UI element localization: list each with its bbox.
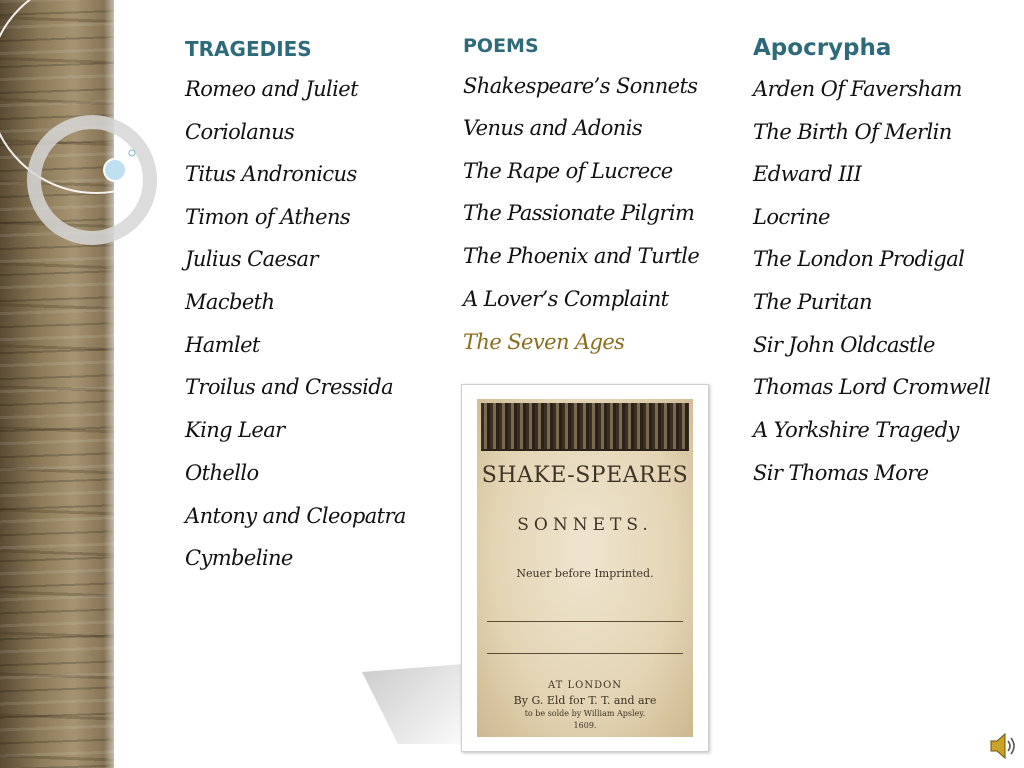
list-item: A Lover’s Complaint	[463, 287, 669, 311]
list-item: Romeo and Juliet	[185, 77, 358, 101]
tragedies-heading: TRAGEDIES	[185, 37, 312, 61]
list-item: Coriolanus	[185, 120, 295, 144]
list-item: Troilus and Cressida	[185, 375, 394, 399]
title-page	[477, 399, 693, 737]
list-item: The London Prodigal	[753, 247, 965, 271]
list-item: Othello	[185, 461, 259, 485]
cover-title-line1: SHAKE-SPEARES	[481, 463, 689, 488]
ornament-band	[481, 403, 689, 451]
list-item: Timon of Athens	[185, 205, 351, 229]
list-item: Thomas Lord Cromwell	[753, 375, 991, 399]
list-item: The Rape of Lucrece	[463, 159, 673, 183]
poems-heading: POEMS	[463, 35, 539, 57]
list-item: The Birth Of Merlin	[753, 120, 952, 144]
list-item: Cymbeline	[185, 546, 293, 570]
list-item: Julius Caesar	[185, 247, 318, 271]
list-item: King Lear	[185, 418, 285, 442]
cover-year: 1609.	[573, 721, 597, 730]
cover-imprint-line1: AT LONDON	[547, 680, 623, 691]
list-item: A Yorkshire Tragedy	[753, 418, 959, 442]
divider	[487, 653, 683, 654]
list-item: Venus and Adonis	[463, 116, 643, 140]
list-item: Antony and Cleopatra	[185, 504, 406, 528]
divider	[487, 621, 683, 622]
list-item: The Passionate Pilgrim	[463, 201, 695, 225]
cover-imprint-line2: By G. Eld for T. T. and are	[513, 694, 657, 707]
list-item: The Puritan	[753, 290, 872, 314]
seven-ages-link[interactable]: The Seven Ages	[463, 330, 625, 354]
cover-imprint-line3: to be solde by William Apsley.	[524, 709, 646, 718]
list-item: Locrine	[753, 205, 830, 229]
apocrypha-heading: Apocrypha	[753, 35, 892, 61]
list-item: Arden Of Faversham	[753, 77, 962, 101]
list-item: Titus Andronicus	[185, 162, 357, 186]
list-item: The Phoenix and Turtle	[463, 244, 700, 268]
list-item: Shakespeare’s Sonnets	[463, 74, 698, 98]
list-item: Sir John Oldcastle	[753, 333, 935, 357]
speaker-icon[interactable]	[988, 730, 1018, 762]
list-item: Sir Thomas More	[753, 461, 929, 485]
list-item: Macbeth	[185, 290, 275, 314]
cover-subtitle: Neuer before Imprinted.	[516, 567, 654, 580]
decorative-circles	[0, 0, 180, 260]
sonnets-title-page-image	[461, 384, 709, 752]
cover-title-line2: SONNETS.	[517, 515, 653, 535]
list-item: Hamlet	[185, 333, 260, 357]
list-item: Edward III	[753, 162, 862, 186]
